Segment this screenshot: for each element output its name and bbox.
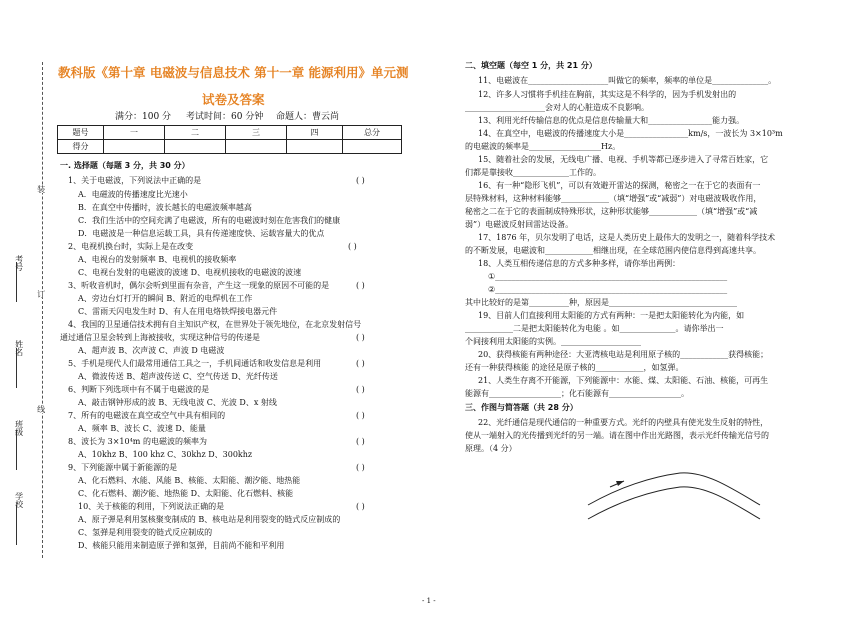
section-3-heading: 三、作图与简答题（共 28 分）	[465, 403, 578, 412]
question-line: 2、电视机换台时，实际上是在改变	[68, 242, 194, 251]
optical-fiber-diagram[interactable]	[580, 465, 790, 525]
fill-line: ②__________________________________________________________	[488, 285, 728, 294]
fill-line: 个间接利用太阳能的实例。____________________	[465, 337, 641, 346]
fill-line: 16、有一种“隐形飞机”，可以有效避开雷达的探测，秘密之一在于它的表面有一	[478, 181, 761, 190]
score-cell[interactable]	[226, 140, 287, 154]
option-line: A、化石燃料、水能、风能 B、核能、太阳能、潮汐能、地热能	[78, 476, 301, 485]
option-line: C、氢弹是利用裂变的链式反应制成的	[78, 528, 213, 537]
answer-paren[interactable]: ( )	[356, 359, 365, 368]
margin-ding: 订	[36, 290, 46, 298]
option-line: D．电磁波是一种信息运载工具，具有传递速度快、运载容量大的优点	[78, 229, 325, 238]
question-line: 8、波长为 3×10⁴m 的电磁波的频率为	[68, 437, 207, 446]
fill-line: ____________________会对人的心脏造成不良影响。	[465, 103, 649, 112]
table-header-cell: 题号	[58, 126, 104, 140]
margin-underline	[16, 430, 18, 470]
fill-line: 的不断发展，电磁波和____________相继出现，在全球范围内使信息得到高速共享。	[465, 246, 761, 255]
score-row-label: 得分	[58, 140, 104, 154]
fill-line: 14、在真空中，电磁波的传播速度大小是________________km/s，一波长为 3×10³m	[478, 129, 783, 138]
binding-dashed-line	[42, 62, 43, 558]
option-line: A、10khz B、100 khz C、30khz D、300khz	[78, 450, 253, 459]
fill-line: 12、许多人习惯将手机挂在胸前，其实这是不科学的，因为手机发射出的	[478, 90, 737, 99]
title-line-1: 教科版《第十章 电磁波与信息技术 第十一章 能源利用》单元测	[58, 65, 409, 80]
section-1-heading: 一. 选择题（每题 3 分，共 30 分）	[60, 161, 190, 170]
question-line: 9、下列能源中属于新能源的是	[68, 463, 178, 472]
fill-line: 20、获得核能有两种途径：大亚湾核电站是利用原子核的____________获得核能；	[478, 350, 769, 359]
fill-line: ____________二是把太阳能转化为电能 。如______________。请你举出一	[465, 324, 724, 333]
section-2-heading: 二、填空题（每空 1 分，共 21 分）	[465, 61, 597, 70]
fill-line: 21、人类生存离不开能源，下列能源中：水能、煤、太阳能、石油、核能，可再生	[478, 376, 769, 385]
score-cell[interactable]	[287, 140, 343, 154]
fill-line: 秘密之二在于它的表面制成特殊形状，这种形状能够____________（填“增强”或“减	[465, 207, 758, 216]
option-line: C、电视台发射的电磁波的波速 D、电视机接收的电磁波的波速	[78, 268, 302, 277]
option-line: C．我们生活中的空间充满了电磁波，所有的电磁波时刻在危害我们的健康	[78, 216, 341, 225]
margin-underline	[16, 505, 18, 545]
answer-paren[interactable]: ( )	[356, 411, 365, 420]
margin-zhuang: 装	[36, 185, 46, 193]
option-line: A、原子弹是利用氢核聚变制成的 B、核电站是利用裂变的链式反应制成的	[78, 515, 341, 524]
margin-class: 班级	[14, 420, 24, 436]
fill-line: 19、目前人们直接利用太阳能的方式有两种：一是把太阳能转化为内能，如	[478, 311, 745, 320]
option-line: A、频率 B、波长 C、波速 D、能量	[78, 424, 206, 433]
fiber-upper-wall	[588, 473, 760, 505]
margin-school: 学校	[14, 492, 24, 508]
option-line: B．在真空中传播时，波长越长的电磁波频率越高	[78, 203, 252, 212]
option-line: A、电视台的发射频率 B、电视机的接收频率	[78, 255, 237, 264]
question-line: 4、我国的卫星通信技术拥有自主知识产权，在世界处于领先地位，在北京发射信号	[68, 320, 362, 329]
fill-line: 层特殊材料，这种材料能够____________（填“增强”或“减弱”）对电磁波吸收作用，	[465, 194, 762, 203]
option-line: C、化石燃料、潮汐能、地热能 D、太阳能、化石燃料、核能	[78, 489, 294, 498]
answer-paren[interactable]: ( )	[356, 463, 365, 472]
answer-paren[interactable]: ( )	[356, 502, 365, 511]
score-cell[interactable]	[343, 140, 402, 154]
question-22-line: 原理。（4 分）	[465, 444, 517, 453]
option-line: D、核能只能用来制造原子弹和氢弹，目前尚不能和平利用	[78, 541, 285, 550]
question-line: 6、判断下列选项中有不属于电磁波的是	[68, 385, 210, 394]
margin-exam-number: 考号	[14, 255, 24, 271]
fill-line: 11、电磁波在____________________叫做它的频率，频率的单位是______________。	[478, 76, 777, 85]
arrow-icon	[616, 481, 624, 486]
author: 命题人：曹云尚	[276, 112, 340, 122]
question-22-line: 22、光纤通信是现代通信的一种重要方式。光纤的内壁具有使光发生反射的特性，	[478, 418, 769, 427]
question-22-line: 使从一端射入的光传播到光纤的另一端。请在图中作出光路图，表示光纤传输光信号的	[465, 431, 769, 440]
title-line-2: 试卷及答案	[202, 92, 265, 107]
question-line: 3、听收音机时，偶尔会听到里面有杂音，产生这一现象的原因不可能的是	[68, 281, 330, 290]
table-header-cell: 一	[104, 126, 165, 140]
margin-xian: 线	[36, 405, 46, 413]
fill-line: ①__________________________________________________________	[488, 272, 728, 281]
option-line: A、旁边台灯打开的瞬间 B、附近的电焊机在工作	[78, 294, 253, 303]
option-line: A、超声波 B、次声波 C、声波 D 电磁波	[78, 346, 225, 355]
option-line: A．电磁波的传播速度比光速小	[78, 190, 188, 199]
score-cell[interactable]	[165, 140, 226, 154]
option-line: A、微波传送 B、超声波传送 C、空气传送 D、光纤传送	[78, 372, 278, 381]
score-cell[interactable]	[104, 140, 165, 154]
fill-line: 18、人类互相传递信息的方式多种多样，请你举出两例：	[478, 259, 681, 268]
fill-line: 其中比较好的是第__________种，原因是________________________________	[465, 298, 737, 307]
score-table	[57, 125, 402, 154]
margin-underline	[16, 348, 18, 388]
table-header-cell: 二	[165, 126, 226, 140]
fill-line: 的电磁波的频率是__________________Hz。	[465, 142, 621, 151]
table-header-cell: 总分	[343, 126, 402, 140]
fill-line: 13、利用光纤传输信息的优点是信息传输量大和________________能力强。	[478, 116, 745, 125]
question-line: 1、关于电磁波，下列说法中正确的是	[68, 176, 202, 185]
answer-paren[interactable]: ( )	[348, 242, 357, 251]
page-number: - 1 -	[422, 597, 436, 605]
table-header-cell: 三	[226, 126, 287, 140]
answer-paren[interactable]: ( )	[356, 333, 365, 342]
answer-paren[interactable]: ( )	[356, 437, 365, 446]
fill-line: 弱”）电磁波反射回雷达设备。	[465, 220, 574, 229]
question-line: 10、关于核能的利用，下列说法正确的是	[78, 502, 225, 511]
fill-line: 能源有__________________；化石能源有__________________。	[465, 389, 689, 398]
fill-line: 还有一种获得核能 的途径是原子核的____________，如氢弹。	[465, 363, 684, 372]
option-line: A、敲击钢钟形成的波 B、无线电波 C、光波 D、x 射线	[78, 398, 277, 407]
table-header-cell: 四	[287, 126, 343, 140]
question-line: 7、所有的电磁波在真空或空气中具有相同的	[68, 411, 226, 420]
fill-line: 们都是靠接收______________工作的。	[465, 168, 601, 177]
fill-line: 17、1876 年，贝尔发明了电话，这是人类历史上最伟大的发明之一，随着科学技术	[478, 233, 776, 242]
answer-paren[interactable]: ( )	[356, 281, 365, 290]
exam-time: 考试时间：60 分钟	[186, 112, 264, 122]
full-score: 满分：100 分	[115, 112, 172, 122]
answer-paren[interactable]: ( )	[356, 385, 365, 394]
question-line: 通过通信卫星会转到上海被接收，实现这种信号的传递是	[60, 333, 260, 342]
answer-paren[interactable]: ( )	[356, 176, 365, 185]
option-line: C、雷雨天闪电发生时 D、有人在用电烙铁焊接电器元件	[78, 307, 278, 316]
margin-underline	[16, 262, 18, 302]
margin-student-name: 姓名	[14, 340, 24, 356]
question-line: 5、手机是现代人们最常用通信工具之一，手机间通话和收发信息是利用	[68, 359, 322, 368]
fill-line: 15、随着社会的发展，无线电广播、电视、手机等都已逐步进入了寻常百姓家，它	[478, 155, 769, 164]
